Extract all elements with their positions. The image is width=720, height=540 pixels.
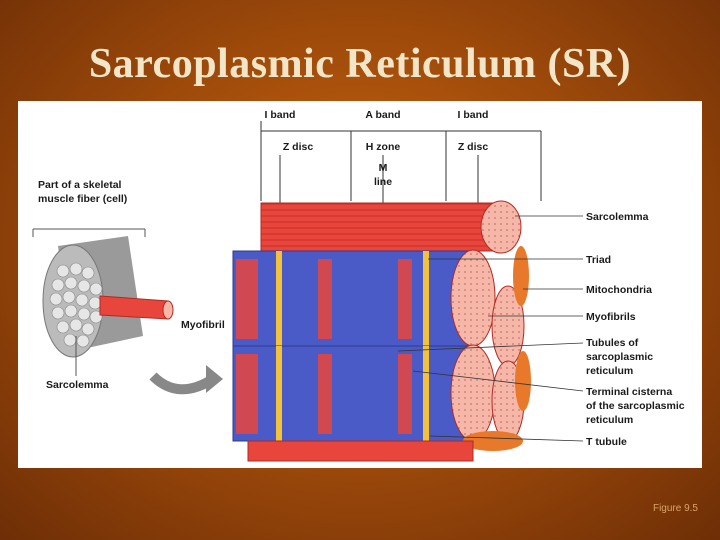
label-mitochondria: Mitochondria <box>586 284 652 296</box>
label-z-disc-right: Z disc <box>457 141 489 153</box>
label-cisterna-1: Terminal cisterna <box>586 386 673 398</box>
label-sarcolemma-left: Sarcolemma <box>46 379 109 391</box>
label-h-zone: H zone <box>365 141 401 153</box>
figure-caption: Figure 9.5 <box>652 503 698 514</box>
label-myofibrils: Myofibrils <box>586 311 636 323</box>
label-inset-1: Part of a skeletal <box>38 179 122 191</box>
label-z-disc-left: Z disc <box>282 141 314 153</box>
muscle-fiber-diagram <box>18 101 702 468</box>
label-cisterna-3: reticulum <box>586 414 634 426</box>
muscle-fiber-inset <box>33 229 223 393</box>
label-sarcolemma: Sarcolemma <box>586 211 649 223</box>
band-brackets <box>261 121 541 211</box>
label-i-band-left: I band <box>264 109 296 121</box>
label-cisterna-2: of the sarcoplasmic <box>586 400 685 412</box>
label-tubules-3: reticulum <box>586 365 634 377</box>
label-t-tubule: T tubule <box>586 436 627 448</box>
label-tubules-1: Tubules of <box>586 337 639 349</box>
label-a-band: A band <box>365 109 401 121</box>
slide-title: Sarcoplasmic Reticulum (SR) <box>88 41 632 87</box>
myofibril-block <box>233 201 531 461</box>
label-triad: Triad <box>586 254 612 266</box>
label-tubules-2: sarcoplasmic <box>586 351 654 363</box>
label-m-line-2: line <box>373 176 393 188</box>
label-myofibril: Myofibril <box>181 319 225 331</box>
label-m-line-1: M <box>378 162 388 174</box>
label-inset-2: muscle fiber (cell) <box>38 193 128 205</box>
figure-panel <box>18 101 702 468</box>
label-i-band-right: I band <box>457 109 489 121</box>
